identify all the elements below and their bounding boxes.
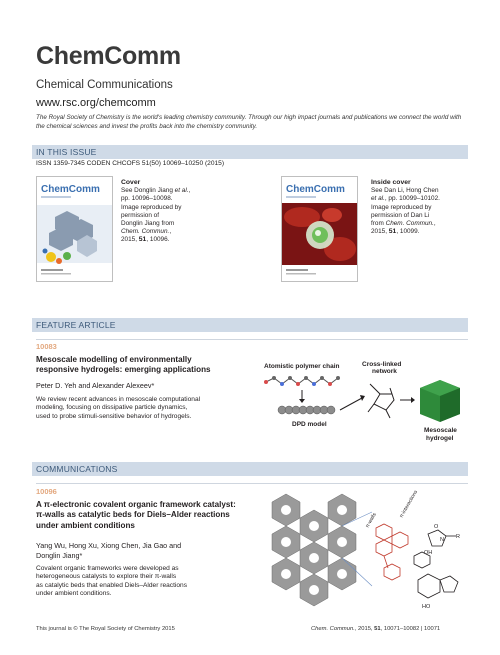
cover-line: Image reproduced by bbox=[121, 203, 182, 211]
cover-caption: Cover See Donglin Jiang et al., pp. 10096–10098. Image reproduced by permission of Donglin Jiang from Chem. Commun., 2015, 51, 10096. bbox=[121, 179, 191, 244]
article-number[interactable]: 10083 bbox=[36, 342, 57, 351]
authors-line: Donglin Jiang* bbox=[36, 550, 83, 560]
abstract-line: modeling, focusing on dissipative particle dynamics, bbox=[36, 404, 188, 412]
inside-cover-line: See Dan Li, Hong Chen bbox=[371, 187, 439, 195]
cover-etal: et al. bbox=[174, 187, 189, 195]
article-title-line: responsive hydrogels: emerging applications bbox=[36, 365, 211, 375]
abstract-line: We review recent advances in mesoscale computational bbox=[36, 396, 201, 403]
label-mesoscale: Mesoscale bbox=[424, 427, 457, 434]
article-title-line: Mesoscale modelling of environmentally bbox=[36, 355, 192, 364]
label-dpd-model: DPD model bbox=[292, 421, 327, 428]
product-structure-icon bbox=[418, 574, 458, 598]
inside-cover-image[interactable] bbox=[281, 176, 358, 282]
label-hydrogel: hydrogel bbox=[426, 435, 454, 442]
cover-thumb-title: ChemComm bbox=[41, 184, 100, 195]
article-title-line: π-walls as catalytic beds for Diels–Alder reactions bbox=[36, 510, 230, 520]
article-number[interactable]: 10096 bbox=[36, 487, 57, 496]
label-pi-walls: π-walls bbox=[364, 511, 378, 529]
journal-url[interactable]: www.rsc.org/chemcomm bbox=[36, 97, 156, 109]
label-pi-interactions: π-interactions bbox=[398, 489, 420, 519]
article-title[interactable] bbox=[36, 355, 211, 376]
inside-cover-line: from bbox=[371, 220, 384, 228]
inside-cover-line: , pp. 10099–10102. bbox=[384, 195, 440, 203]
cover-line: See Donglin Jiang bbox=[121, 187, 173, 195]
abstract-line: as catalytic beds that enabled Diels–Alder reactions bbox=[36, 581, 188, 589]
cover-line: permission of bbox=[121, 211, 160, 219]
label-n: N bbox=[440, 537, 444, 543]
abstract-line: Covalent organic frameworks were developed as bbox=[36, 565, 179, 572]
label-network: network bbox=[372, 368, 397, 375]
label-cross-linked: Cross-linked bbox=[362, 361, 402, 368]
inside-cover-line: Image reproduced by bbox=[371, 203, 432, 211]
section-bar-feature-article bbox=[32, 318, 468, 332]
article-title-line: under ambient conditions bbox=[36, 520, 135, 530]
inside-cover-caption bbox=[371, 179, 467, 236]
atomistic-chain-icon bbox=[264, 376, 340, 386]
abstract-line: used to probe stimuli-sensitive behavior of hydrogels. bbox=[36, 412, 192, 420]
cover-volume: 51 bbox=[138, 236, 147, 244]
label-r: R bbox=[456, 534, 460, 540]
article-authors bbox=[36, 541, 181, 560]
journal-intro: The Royal Society of Chemistry is the world's leading chemistry community. Through our high impact journals and publications we connect the world with the chemical sciences and invest the profits back into the chemistry community. bbox=[36, 114, 462, 130]
article-abstract bbox=[36, 396, 200, 421]
cover-line: Donglin Jiang from bbox=[121, 220, 175, 228]
inside-cover-etal: et al. bbox=[371, 195, 385, 203]
cover-line: pp. 10096–10098. bbox=[121, 195, 173, 203]
inside-cover-journal: Chem. Commun. bbox=[385, 220, 434, 228]
cover-caption-title: Cover bbox=[121, 179, 141, 186]
inside-cover-line: permission of Dan Li bbox=[371, 211, 430, 219]
inside-cover-year: 2015, bbox=[371, 228, 387, 236]
footer-pages: , 10071–10082 | 10071 bbox=[380, 626, 441, 632]
section-bar-in-this-issue bbox=[32, 145, 468, 159]
footer-citation bbox=[311, 626, 440, 632]
footer-journal: Chem. Commun. bbox=[311, 626, 355, 632]
section-bar-communications bbox=[32, 462, 468, 476]
network-icon bbox=[368, 384, 394, 418]
inside-cover-volume: 51 bbox=[388, 228, 397, 236]
cover-year: 2015, bbox=[121, 236, 137, 244]
inside-cover-page: , 10099. bbox=[396, 228, 420, 236]
section-heading: IN THIS ISSUE bbox=[36, 147, 97, 157]
pi-wall-molecule-icon bbox=[376, 524, 408, 580]
label-oh: OH bbox=[424, 550, 433, 556]
inside-cover-thumb-title: ChemComm bbox=[286, 184, 345, 195]
inside-cover-caption-title: Inside cover bbox=[371, 179, 411, 186]
label-ho: HO bbox=[422, 604, 431, 610]
dpd-chain-icon bbox=[278, 406, 335, 414]
section-heading: FEATURE ARTICLE bbox=[36, 320, 116, 330]
footer-volume: 51 bbox=[374, 626, 381, 632]
footer-copyright: This journal is © The Royal Society of Chemistry 2015 bbox=[36, 626, 175, 632]
divider bbox=[36, 339, 468, 340]
divider bbox=[36, 483, 468, 484]
cover-journal: Chem. Commun. bbox=[121, 228, 170, 236]
article-authors: Peter D. Yeh and Alexander Alexeev* bbox=[36, 381, 155, 390]
authors-line: Yang Wu, Hong Xu, Xiong Chen, Jia Gao and bbox=[36, 541, 182, 550]
article-title[interactable] bbox=[36, 500, 236, 531]
section-heading: COMMUNICATIONS bbox=[36, 464, 118, 474]
issn-line: ISSN 1359-7345 CODEN CHCOFS 51(50) 10069–10250 (2015) bbox=[36, 160, 225, 167]
hydrogel-icon bbox=[420, 380, 460, 422]
cover-page: , 10096. bbox=[146, 236, 170, 244]
inside-cover-comma: , bbox=[433, 220, 436, 228]
label-atomistic-chain: Atomistic polymer chain bbox=[264, 363, 340, 370]
feature-graphic bbox=[262, 360, 468, 445]
label-o: O bbox=[434, 524, 439, 530]
footer-year: , 2015, bbox=[354, 626, 373, 632]
abstract-line: under ambient conditions. bbox=[36, 590, 112, 598]
cover-image[interactable] bbox=[36, 176, 113, 282]
communication-graphic bbox=[268, 488, 468, 612]
journal-subtitle: Chemical Communications bbox=[36, 79, 173, 91]
abstract-line: heterogeneous catalysts to explore their π-walls bbox=[36, 573, 177, 581]
article-abstract bbox=[36, 565, 187, 599]
article-title-line: A π-electronic covalent organic framework catalyst: bbox=[36, 500, 236, 509]
journal-title: ChemComm bbox=[36, 42, 181, 70]
